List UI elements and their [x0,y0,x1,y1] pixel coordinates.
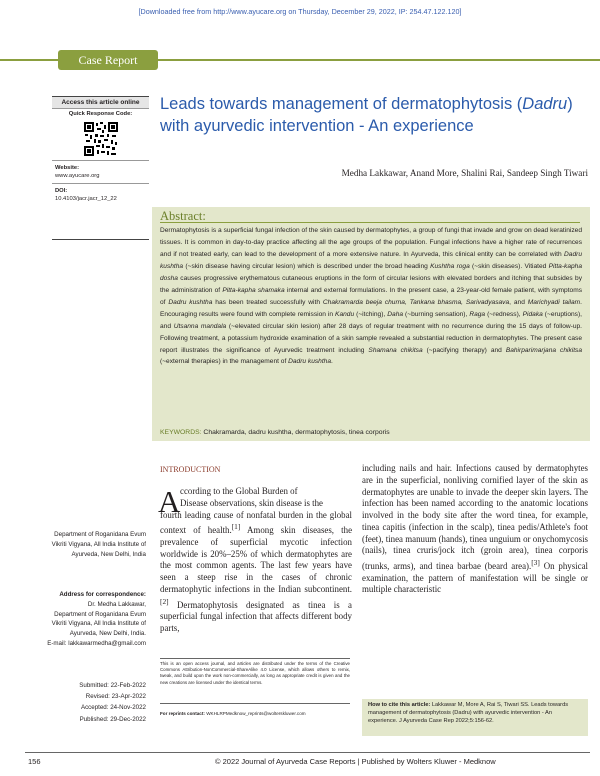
footer-rule [25,752,590,753]
intro-text-right: including nails and hair. Infections caused by dermatophytes are in the superficial, nonliving cornified layer of the skin as dermatophytes are unable to invade the deeper skin layers. The infection has been named according to the anatomic locations involved in the body site after the word tinea, for example, tinea capitis (infection in the scalp), tinea pedis/Athlete's foot (feet), tinea manuum (hands), tinea unguium or onychomycosis (nails), tinea cruris/jock itch (groin area), tinea corporis (trunks, arms), and tinea barbae (beard area).[3] On physical examination, the pattern of manifestation will be single or multiple characteristic [362,463,588,595]
reprints: For reprints contact: WKHLRPMedknow_reprints@wolterskluwer.com [160,711,306,716]
correspondence: Address for correspondence: Dr. Medha Lakkawar, Department of Roganidana Evum Vikriti Vigyana, All India Institute of Ayurveda, New Delhi, India. E-mail: lakkawarmedha@gmail.com [40,590,146,649]
website-label: Website: [55,165,80,171]
intro-text-left: ccording to the Global Burden of Disease observations, skin disease is the fourth leading cause of nonfatal burden in the global context of health.[1] Among skin diseases, the prevalence of superficial mycotic infection worldwide is 20%–25% of which dermatophytes are the most common agents. The last few years have seen a steep rise in the cases of chronic dermatophytic infections in the Indian subcontinent.[2] Dermatophytosis designated as tinea is a superficial fungal infection that affects different body parts, [160,486,353,634]
download-notice: [Downloaded free from http://www.ayucare.org on Thursday, December 29, 2022, IP: 254.47.122.120] [138,7,462,16]
section-tab: Case Report [58,50,158,70]
doi-label: DOI: [55,188,68,194]
article-title: Leads towards management of dermatophytosis (Dadru) with ayurvedic intervention - An experience [160,95,573,135]
cite-box: How to cite this article: Lakkawar M, More A, Rai S, Tiwari SS. Leads towards management of dermatophytosis (Dadru) with ayurvedic intervention - An experience. J Ayurveda Case Rep 2022;5:156-62. [362,699,588,736]
abstract-text: Dermatophytosis is a superficial fungal infection of the skin caused by dermatophytes, a group of fungi that invade and grow on dead keratinized tissues. It is common in day-to-day practice affecting all the age groups of the population. Fungal infections have a higher rate of recurrences and if not treated early, can lead to the development of a more extensive nature. In Ayurveda, this clinical entity can be correlated with Dadru kushtha (~skin disease having circular lesion) which is described under the broad heading Kushtha roga (~skin diseases). Vitiated Pitta-kapha dosha causes progressive erythematous cutaneous eruptions in the form of circular lesions with elevated borders and itching that subsides by the administration of Pitta-kapha shamaka internal and external formulations. In the present case, a 23-year-old female patient, with symptoms of Dadru kushtha has been treated successfully with Chakramarda beeja churna, Tankana bhasma, Sarivadyasava, and Marichyadi tailam. Encouraging results were found with complete remission in Kandu (~itching), Daha (~burning sensation), Raga (~redness), Pidaka (~eruptions), and Utsanna mandala (~elevated circular skin lesion) after 28 days of regular treatment with no recurrence during the 15 days of follow-up. Following treatment, a potassium hydroxide examination of a skin sample revealed a substantial reduction in dermatophytes. The present case report illustrates the significance of Ayurvedic treatment including Shamana chikitsa (~pacifying therapy) and Bahirparimarjana chikitsa (~external therapies) in the management of Dadru kushtha. [160,227,583,366]
license-rule [160,703,350,704]
footer-text: © 2022 Journal of Ayurveda Case Reports | Published by Wolters Kluwer - Medknow [215,757,496,766]
article-dates: Submitted: 22-Feb-2022 Revised: 23-Apr-2022 Accepted: 24-Nov-2022 Published: 29-Dec-2022 [79,682,146,723]
corr-email[interactable]: E-mail: lakkawarmedha@gmail.com [47,639,146,647]
page-number: 156 [28,757,41,766]
license-rule [160,658,350,659]
authors: Medha Lakkawar, Anand More, Shalini Rai, Sandeep Singh Tiwari [341,168,588,178]
qr-label: Quick Response Code: [68,111,133,117]
access-title: Access this article online [52,97,149,109]
abstract-rule [160,222,580,223]
keywords: KEYWORDS: Chakramarda, dadru kushtha, dermatophytosis, tinea corporis [160,429,390,436]
drop-cap: A [158,484,181,519]
license-text: This is an open access journal, and articles are distributed under the terms of the Creative Commons Attribution-NonCommercial-ShareAlike 4.0 License, which allows others to remix, tweak, and build upon the work non-commercially, as long as appropriate credit is given and the new creations are licensed under the identical terms. [160,661,350,685]
access-box [52,96,149,240]
introduction-heading: INTRODUCTION [160,465,221,474]
qr-code-icon [84,122,118,156]
website-link[interactable]: www.ayucare.org [55,173,100,179]
affiliation-department: Department of Roganidana Evum Vikriti Vigyana, All India Institute of Ayurveda, New Delhi, India [51,531,146,558]
abstract-heading: Abstract: [160,209,206,223]
doi-value[interactable]: 10.4103/jacr.jacr_12_22 [55,196,117,202]
